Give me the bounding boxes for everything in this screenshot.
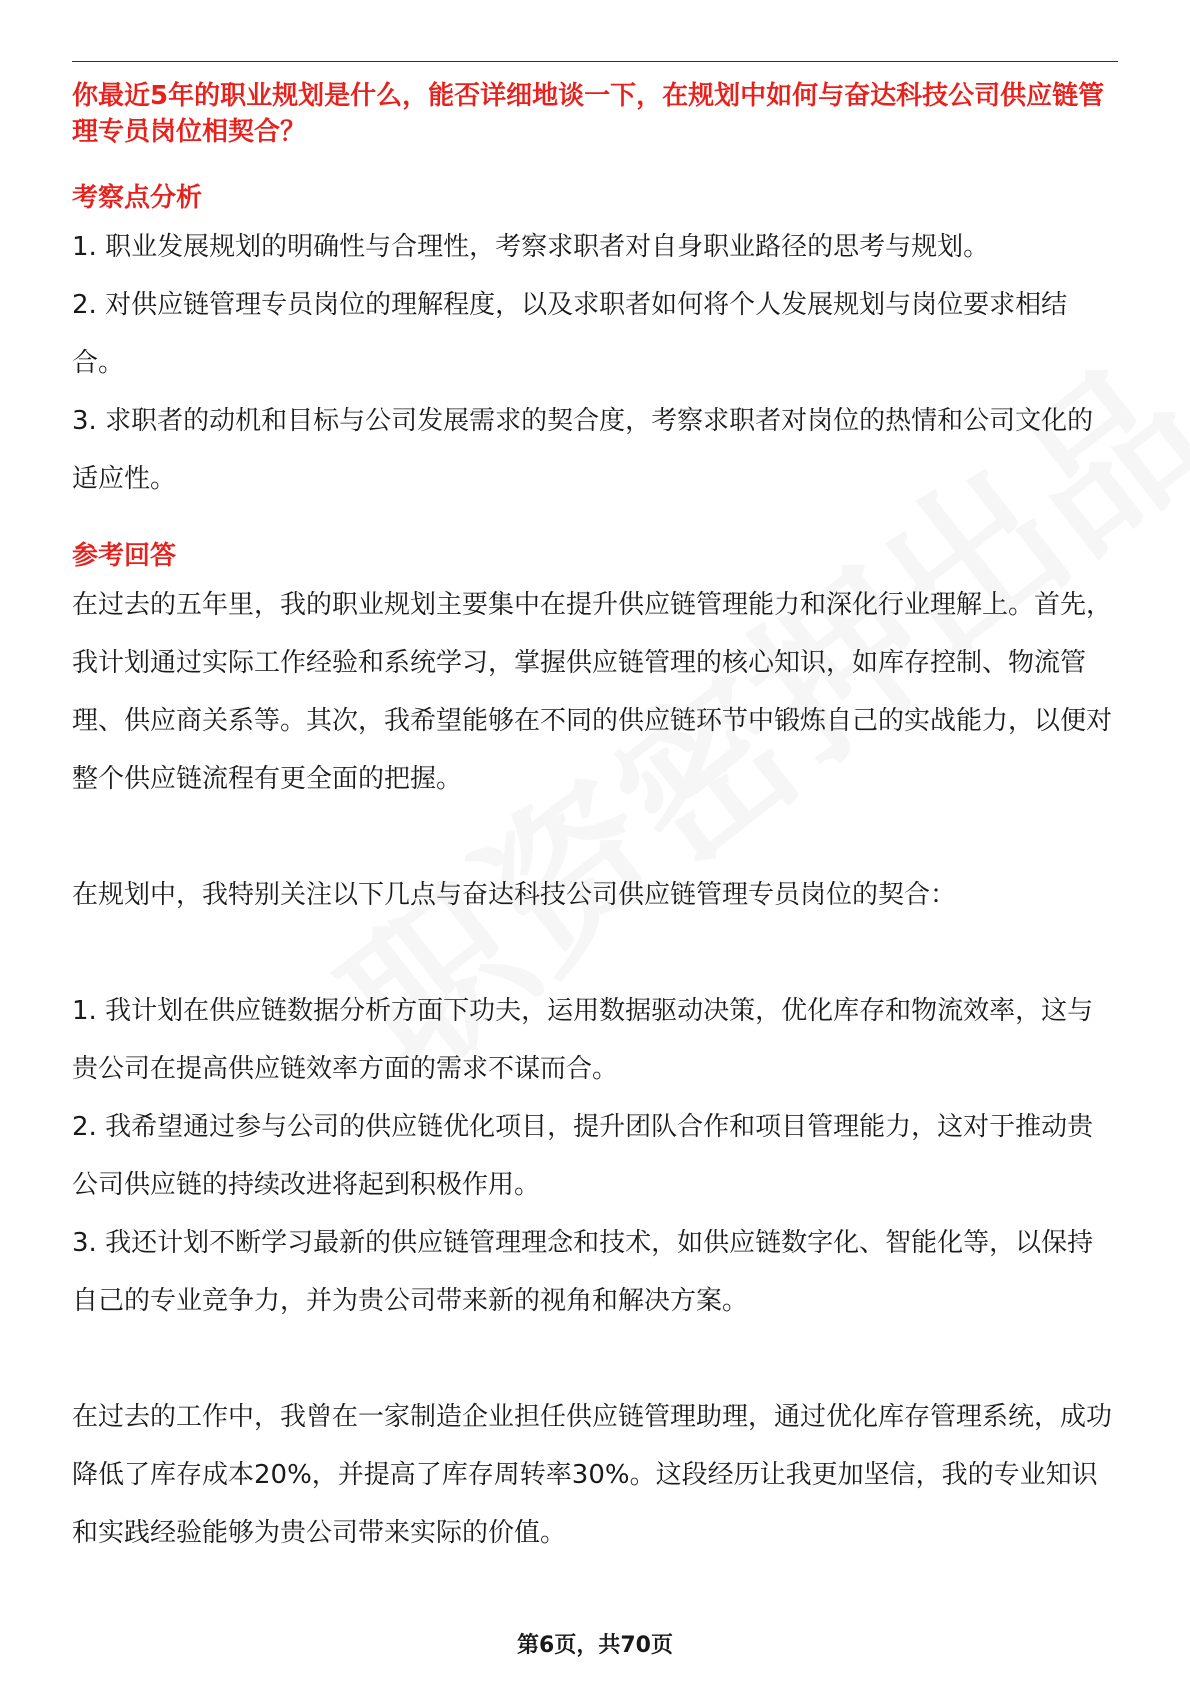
answer-focus-lead: 在规划中，我特别关注以下几点与奋达科技公司供应链管理专员岗位的契合： bbox=[72, 880, 957, 910]
header-divider bbox=[72, 61, 1118, 62]
answer-point: 2. 我希望通过参与公司的供应链优化项目，提升团队合作和项目管理能力，这对于推动贵公司供应链的持续改进将起到积极作用。 bbox=[72, 1112, 1094, 1200]
answer-body bbox=[72, 576, 1118, 1562]
analysis-item: 1. 职业发展规划的明确性与合理性，考察求职者对自身职业路径的思考与规划。 bbox=[72, 232, 990, 262]
answer-experience: 在过去的工作中，我曾在一家制造企业担任供应链管理助理，通过优化库存管理系统，成功降低了库存成本20%，并提高了库存周转率30%。这段经历让我更加坚信，我的专业知识和实践经验能够为贵公司带来实际的价值。 bbox=[72, 1402, 1113, 1548]
question-title: 你最近5年的职业规划是什么，能否详细地谈一下，在规划中如何与奋达科技公司供应链管理专员岗位相契合？ bbox=[72, 81, 1105, 147]
analysis-list bbox=[72, 218, 1118, 508]
page-number: 第6页，共70页 bbox=[517, 1633, 673, 1658]
analysis-item: 2. 对供应链管理专员岗位的理解程度，以及求职者如何将个人发展规划与岗位要求相结合。 bbox=[72, 290, 1068, 378]
document-body bbox=[72, 78, 1118, 1562]
answer-point: 3. 我还计划不断学习最新的供应链管理理念和技术，如供应链数字化、智能化等，以保持自己的专业竞争力，并为贵公司带来新的视角和解决方案。 bbox=[72, 1228, 1094, 1316]
answer-heading: 参考回答 bbox=[72, 541, 177, 571]
analysis-heading: 考察点分析 bbox=[72, 183, 203, 213]
answer-intro: 在过去的五年里，我的职业规划主要集中在提升供应链管理能力和深化行业理解上。首先，我计划通过实际工作经验和系统学习，掌握供应链管理的核心知识，如库存控制、物流管理、供应商关系等。其次，我希望能够在不同的供应链环节中锻炼自己的实战能力，以便对整个供应链流程有更全面的把握。 bbox=[72, 590, 1113, 794]
analysis-item: 3. 求职者的动机和目标与公司发展需求的契合度，考察求职者对岗位的热情和公司文化的适应性。 bbox=[72, 406, 1094, 494]
answer-point: 1. 我计划在供应链数据分析方面下功夫，运用数据驱动决策，优化库存和物流效率，这与贵公司在提高供应链效率方面的需求不谋而合。 bbox=[72, 996, 1094, 1084]
